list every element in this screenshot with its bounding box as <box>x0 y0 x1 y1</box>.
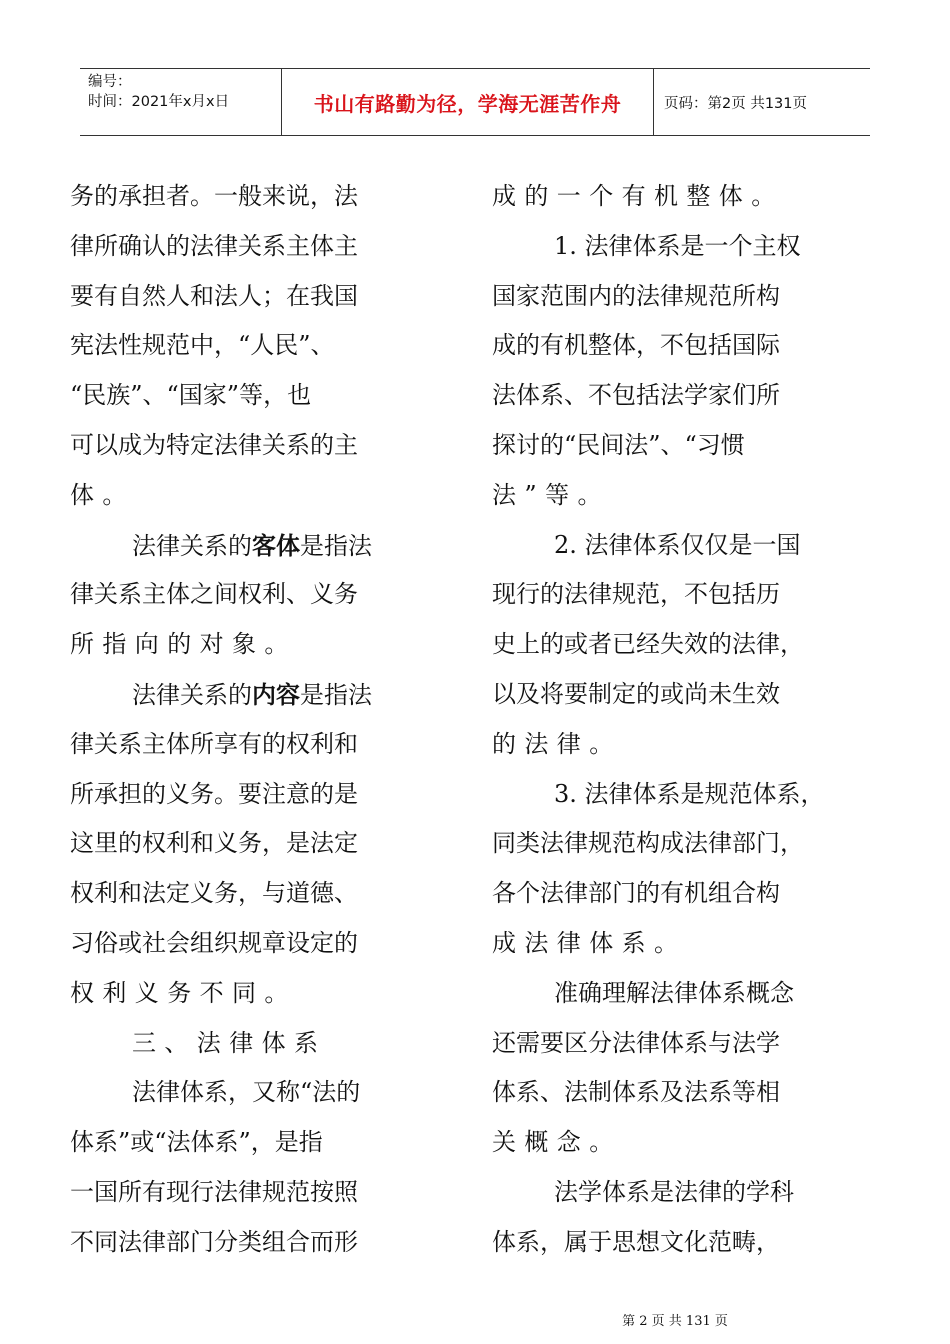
text-line: 同类法律规范构成法律部门， <box>492 829 804 858</box>
text-line <box>70 670 458 720</box>
text-line: 权利和法定义务，与道德、 <box>70 879 358 908</box>
text-line: 成法律体系。 <box>492 928 687 957</box>
text-line: 史上的或者已经失效的法律， <box>492 630 804 659</box>
text-line: 务的承担者。一般来说，法 <box>70 182 358 210</box>
text-line: 所指向的对象。 <box>70 630 297 659</box>
text-fragment: 是指法 <box>300 531 372 560</box>
text-line: 这里的权利和义务，是法定 <box>70 829 358 858</box>
document-time-label: 时间：2021年x月x日 <box>88 94 230 110</box>
text-line: 还需要区分法律体系与法学 <box>492 1028 780 1057</box>
text-line: “民族”、“国家”等，也 <box>70 381 312 410</box>
page-header <box>80 68 870 136</box>
text-line: 法律体系，又称“法的 <box>132 1078 361 1107</box>
document-number-label: 编号： <box>88 74 132 90</box>
text-line: 2. 法律体系仅仅是一国 <box>554 530 801 559</box>
text-line: 以及将要制定的或尚未生效 <box>492 679 780 708</box>
header-page-info: 页码：第2页 共131页 <box>664 95 808 112</box>
page-footer: 第 2 页 共 131 页 <box>622 1314 728 1329</box>
text-fragment: 是指法 <box>300 680 372 709</box>
text-line: 关概念。 <box>492 1128 622 1157</box>
text-line: 体。 <box>70 480 135 509</box>
text-line: 探讨的“民间法”、“习惯 <box>492 430 745 459</box>
text-line: 国家范围内的法律规范所构 <box>492 281 780 310</box>
right-text-column <box>492 172 882 1268</box>
keyword-term: 客体 <box>252 530 300 560</box>
text-line: 现行的法律规范，不包括历 <box>492 580 780 609</box>
text-fragment: 法律关系的 <box>132 680 252 709</box>
text-line: 律所确认的法律关系主体主 <box>70 231 358 260</box>
text-line: 体系、法制体系及法系等相 <box>492 1078 780 1107</box>
text-line: 体系，属于思想文化范畴， <box>492 1227 780 1256</box>
text-fragment: 法律关系的 <box>132 531 252 560</box>
text-line: 权利义务不同。 <box>70 978 297 1007</box>
text-line: 律关系主体之间权利、义务 <box>70 580 358 609</box>
text-line: 1. 法律体系是一个主权 <box>554 231 801 260</box>
left-text-column <box>70 172 458 1268</box>
text-line: 成的一个有机整体。 <box>492 182 784 210</box>
text-line: 宪法性规范中，“人民”、 <box>70 331 335 360</box>
text-line <box>70 521 458 571</box>
text-line: 法体系、不包括法学家们所 <box>492 381 780 410</box>
text-line: 各个法律部门的有机组合构 <box>492 879 780 908</box>
text-line: 法学体系是法律的学科 <box>554 1177 794 1206</box>
text-line: 准确理解法律体系概念 <box>554 978 794 1007</box>
text-line: 不同法律部门分类组合而形 <box>70 1227 358 1256</box>
text-line: 体系”或“法体系”，是指 <box>70 1128 323 1157</box>
text-line: 一国所有现行法律规范按照 <box>70 1177 358 1206</box>
text-line: 要有自然人和法人；在我国 <box>70 281 358 310</box>
text-line: 可以成为特定法律关系的主 <box>70 430 358 459</box>
text-line: 三、法律体系 <box>132 1028 327 1057</box>
text-line: 习俗或社会组织规章设定的 <box>70 928 358 957</box>
text-line: 的法律。 <box>492 729 622 758</box>
text-line: 法”等。 <box>492 480 610 509</box>
text-line: 3. 法律体系是规范体系， <box>554 779 825 808</box>
keyword-term: 内容 <box>252 679 300 709</box>
header-motto: 书山有路勤为径，学海无涯苦作舟 <box>282 69 654 135</box>
text-line: 律关系主体所享有的权利和 <box>70 729 358 758</box>
header-meta <box>80 69 282 135</box>
text-line: 成的有机整体，不包括国际 <box>492 331 780 360</box>
text-line: 所承担的义务。要注意的是 <box>70 779 358 808</box>
